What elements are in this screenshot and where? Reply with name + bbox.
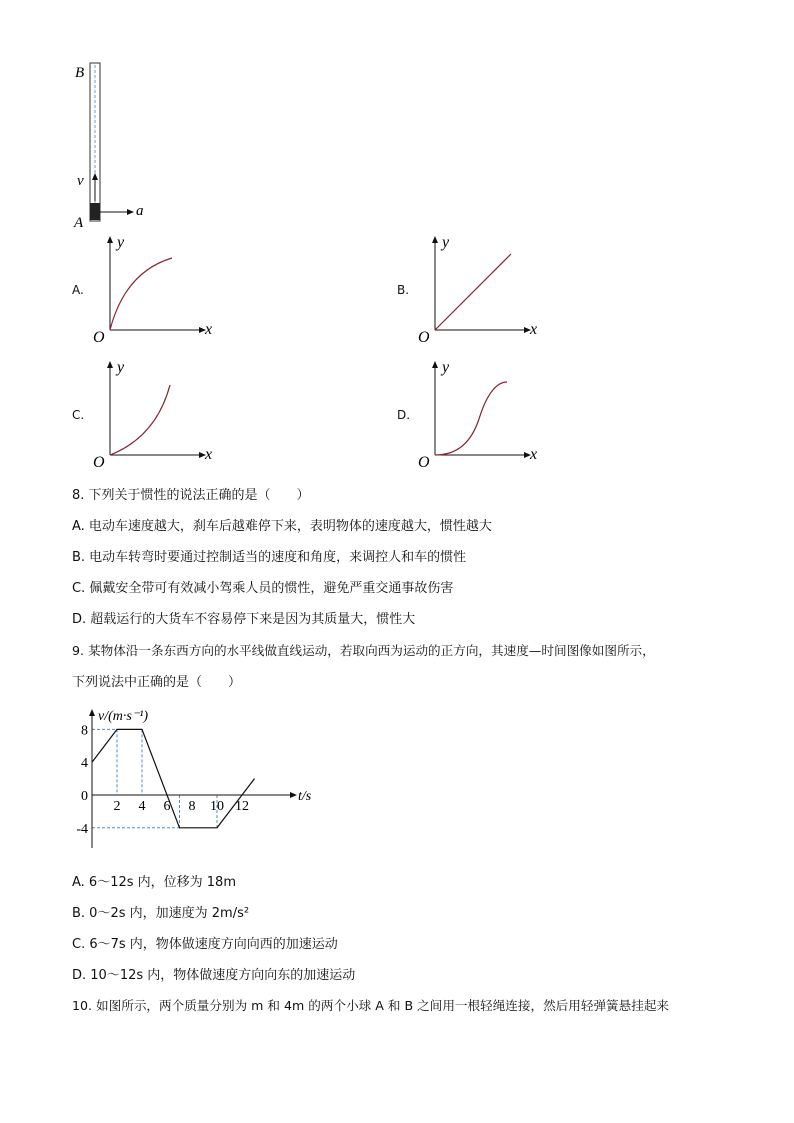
- x-tick-label: 8: [188, 799, 196, 814]
- x-tick-label: 6: [163, 799, 171, 814]
- q9-option-b: B. 0～2s 内，加速度为 2m/s²: [72, 906, 250, 921]
- q9-option-c: C. 6～7s 内，物体做速度方向向西的加速运动: [72, 937, 338, 952]
- vt-graph: [70, 700, 330, 860]
- x-tick-label: 10: [210, 799, 224, 814]
- label-accel: a: [136, 203, 144, 219]
- vt-y-axis-label: v/(m·s⁻¹): [98, 709, 149, 724]
- q10-stem: 10. 如图所示，两个质量分别为 m 和 4m 的两个小球 A 和 B 之间用一根轻绳连接，然后用轻弹簧悬挂起来: [72, 998, 670, 1013]
- x-label: x: [530, 446, 538, 463]
- x-tick-label: 4: [138, 799, 146, 814]
- q8-option-a: A. 电动车速度越大，刹车后越难停下来，表明物体的速度越大，惯性越大: [72, 519, 492, 534]
- curve: [110, 258, 172, 330]
- y-label: y: [117, 234, 125, 251]
- y-label: y: [442, 234, 450, 251]
- graph-option-d-letter: D.: [397, 408, 411, 422]
- q8-option-b: B. 电动车转弯时要通过控制适当的速度和角度，来调控人和车的惯性: [72, 550, 467, 565]
- q8-stem: 8. 下列关于惯性的说法正确的是（ ）: [72, 488, 310, 503]
- x-label: x: [205, 321, 213, 338]
- y-tick-label: 4: [81, 756, 88, 772]
- origin-label: O: [418, 454, 430, 471]
- graph-option-a: [90, 230, 220, 348]
- q8-option-d: D. 超载运行的大货车不容易停下来是因为其质量大，惯性大: [72, 612, 416, 627]
- y-arrowhead: [107, 361, 113, 368]
- q9-stem-line2: 下列说法中正确的是（ ）: [72, 675, 242, 690]
- graph-option-c: [90, 355, 220, 473]
- q9-option-d: D. 10～12s 内，物体做速度方向向东的加速运动: [72, 968, 356, 983]
- tube-figure: [60, 55, 170, 230]
- graph-option-a-letter: A.: [72, 283, 84, 297]
- x-tick-label: 2: [113, 799, 121, 814]
- y-arrowhead: [432, 361, 438, 368]
- graph-option-c-letter: C.: [72, 408, 85, 422]
- y-tick-label: 0: [81, 789, 88, 804]
- vt-y-arrowhead: [89, 709, 95, 716]
- label-a: A: [74, 215, 84, 230]
- x-label: x: [530, 321, 538, 338]
- origin-label: O: [418, 329, 430, 346]
- q9-option-a: A. 6～12s 内，位移为 18m: [72, 875, 236, 890]
- q9-stem-line1: 9. 某物体沿一条东西方向的水平线做直线运动，若取向西为运动的正方向，其速度—时间图像如图所示，: [72, 643, 655, 658]
- accel-arrowhead: [127, 209, 134, 215]
- curve: [435, 382, 507, 455]
- vt-x-arrowhead: [290, 792, 297, 798]
- y-tick-label: 8: [81, 723, 88, 739]
- curve: [435, 254, 511, 330]
- graph-option-b: [415, 230, 545, 348]
- y-arrowhead: [107, 236, 113, 243]
- curve: [110, 385, 170, 455]
- q8-option-c: C. 佩戴安全带可有效减小驾乘人员的惯性，避免严重交通事故伤害: [72, 581, 454, 596]
- y-tick-label: -4: [76, 821, 88, 837]
- y-label: y: [442, 359, 450, 376]
- label-b: B: [75, 65, 85, 81]
- y-arrowhead: [432, 236, 438, 243]
- graph-option-d: [415, 355, 545, 473]
- origin-label: O: [93, 454, 105, 471]
- x-tick-label: 12: [235, 799, 249, 814]
- graph-option-b-letter: B.: [397, 283, 410, 297]
- vt-x-axis-label: t/s: [298, 789, 312, 804]
- origin-label: O: [93, 329, 105, 346]
- sliding-block: [90, 203, 100, 220]
- y-label: y: [117, 359, 125, 376]
- x-label: x: [205, 446, 213, 463]
- label-v: v: [77, 173, 84, 189]
